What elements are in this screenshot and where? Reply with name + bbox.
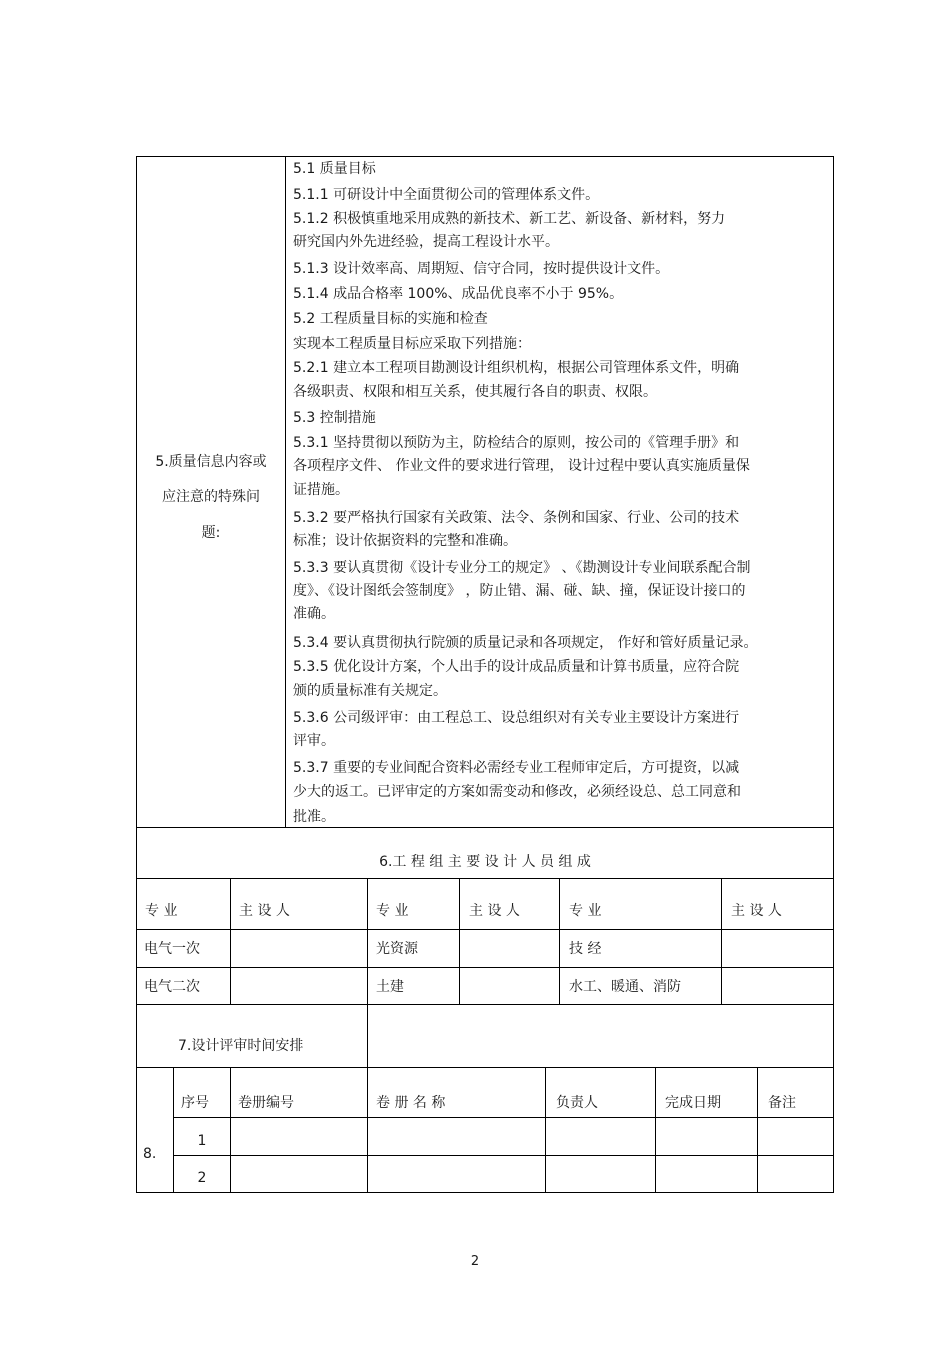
header-cell: 主 设 人 [239, 903, 290, 919]
rule [136, 878, 834, 879]
text-line: 研究国内外先进经验，提高工程设计水平。 [293, 234, 559, 250]
rule [230, 878, 231, 1005]
text-line: 批准。 [293, 809, 335, 825]
table-cell: 电气二次 [144, 979, 200, 995]
text-line: 准确。 [293, 606, 335, 622]
rule [459, 878, 460, 1005]
header-cell: 备注 [768, 1095, 796, 1111]
rule [136, 156, 137, 1193]
label-line: 题: [201, 525, 221, 541]
text-line: 颁的质量标准有关规定。 [293, 683, 447, 699]
text-line: 各项程序文件、 作业文件的要求进行管理， 设计过程中要认真实施质量保 [293, 458, 750, 474]
rule [833, 156, 834, 1193]
page-number: 2 [470, 1254, 480, 1269]
header-cell: 卷册编号 [238, 1095, 294, 1111]
text-line: 5.3.6 公司级评审：由工程总工、设总组织对有关专业主要设计方案进行 [293, 710, 740, 726]
rule [136, 1067, 834, 1068]
header-cell: 主 设 人 [731, 903, 782, 919]
text-line: 5.3.5 优化设计方案，个人出手的设计成品质量和计算书质量，应符合院 [293, 659, 740, 675]
rule [757, 1067, 758, 1193]
text-line: 5.3 控制措施 [293, 410, 376, 426]
text-line: 评审。 [293, 733, 335, 749]
text-line: 5.1.4 成品合格率 100%、成品优良率不小于 95%。 [293, 286, 624, 302]
rule [136, 1004, 834, 1005]
text-line: 少大的返工。已评审定的方案如需变动和修改，必须经设总、总工同意和 [293, 784, 741, 800]
text-line: 5.1.2 积极慎重地采用成熟的新技术、新工艺、新设备、新材料，努力 [293, 211, 726, 227]
header-cell: 专 业 [376, 903, 409, 919]
rule [655, 1067, 656, 1193]
section6-title: 6.工 程 组 主 要 设 计 人 员 组 成 [379, 854, 591, 870]
table-cell: 2 [197, 1170, 207, 1186]
header-cell: 专 业 [569, 903, 602, 919]
text-line: 5.2.1 建立本工程项目勘测设计组织机构，根据公司管理体系文件，明确 [293, 360, 740, 376]
section7-title: 7.设计评审时间安排 [178, 1038, 304, 1054]
label-line: 应注意的特殊问 [162, 489, 260, 505]
table-cell: 1 [197, 1133, 207, 1149]
text-line: 5.3.4 要认真贯彻执行院颁的质量记录和各项规定， 作好和管好质量记录。 [293, 635, 758, 651]
text-line: 实现本工程质量目标应采取下列措施： [293, 336, 531, 352]
rule [367, 1067, 368, 1193]
rule [136, 827, 834, 828]
rule [367, 878, 368, 1005]
rule [136, 1192, 834, 1193]
rule [545, 1067, 546, 1193]
rule [367, 1004, 368, 1068]
rule [285, 156, 286, 828]
section8-label: 8. [143, 1146, 157, 1162]
text-line: 5.3.2 要严格执行国家有关政策、法令、条例和国家、行业、公司的技术 [293, 510, 740, 526]
header-cell: 主 设 人 [469, 903, 520, 919]
text-line: 标准；设计依据资料的完整和准确。 [293, 533, 517, 549]
table-cell: 技 经 [569, 941, 602, 957]
table-cell: 光资源 [376, 941, 418, 957]
text-line: 度》、《设计图纸会签制度》 ，防止错、漏、碰、缺、撞，保证设计接口的 [293, 583, 746, 599]
rule [136, 967, 834, 968]
text-line: 各级职责、权限和相互关系，使其履行各自的职责、权限。 [293, 384, 657, 400]
text-line: 5.1.1 可研设计中全面贯彻公司的管理体系文件。 [293, 187, 600, 203]
header-cell: 完成日期 [665, 1095, 721, 1111]
rule [136, 156, 834, 157]
label-line: 5.质量信息内容或 [155, 454, 267, 470]
header-cell: 卷 册 名 称 [376, 1095, 446, 1111]
rule [173, 1155, 834, 1156]
rule [173, 1117, 834, 1118]
header-cell: 专 业 [145, 903, 178, 919]
header-cell: 序号 [181, 1095, 209, 1111]
text-line: 5.1 质量目标 [293, 161, 376, 177]
table-cell: 土建 [376, 979, 404, 995]
table-cell: 水工、暖通、消防 [569, 979, 681, 995]
text-line: 5.2 工程质量目标的实施和检查 [293, 311, 488, 327]
text-line: 5.1.3 设计效率高、周期短、信守合同，按时提供设计文件。 [293, 261, 670, 277]
rule [559, 878, 560, 1005]
text-line: 5.3.3 要认真贯彻《设计专业分工的规定》 、《勘测设计专业间联系配合制 [293, 560, 751, 576]
rule [230, 1067, 231, 1193]
header-cell: 负责人 [556, 1095, 598, 1111]
rule [136, 929, 834, 930]
rule [721, 878, 722, 1005]
text-line: 5.3.7 重要的专业间配合资料必需经专业工程师审定后，方可提资，以减 [293, 760, 740, 776]
table-cell: 电气一次 [144, 941, 200, 957]
text-line: 证措施。 [293, 482, 349, 498]
text-line: 5.3.1 坚持贯彻以预防为主，防检结合的原则，按公司的《管理手册》和 [293, 435, 740, 451]
